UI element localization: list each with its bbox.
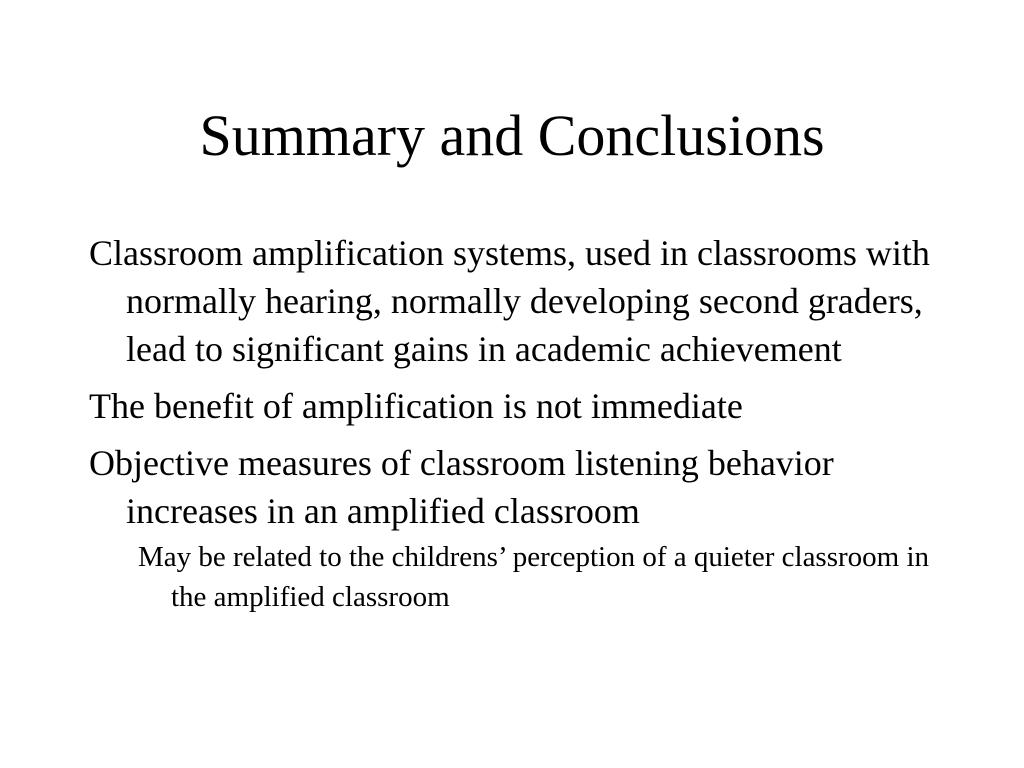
slide-title: Summary and Conclusions	[199, 103, 825, 168]
bullet-benefit-not-immediate: The benefit of amplification is not immediate	[89, 386, 743, 426]
bullet-objective-measures: Objective measures of classroom listening behavior increases in an amplified classroom	[89, 443, 834, 531]
bullet-classroom-amplification: Classroom amplification systems, used in classrooms with normally hearing, normally developing second graders, lead to significant gains in academic achievement	[89, 233, 930, 369]
sub-bullet-quieter-classroom: May be related to the childrens’ perception of a quieter classroom in the amplified classroom	[138, 541, 930, 613]
slide-body	[89, 229, 949, 617]
